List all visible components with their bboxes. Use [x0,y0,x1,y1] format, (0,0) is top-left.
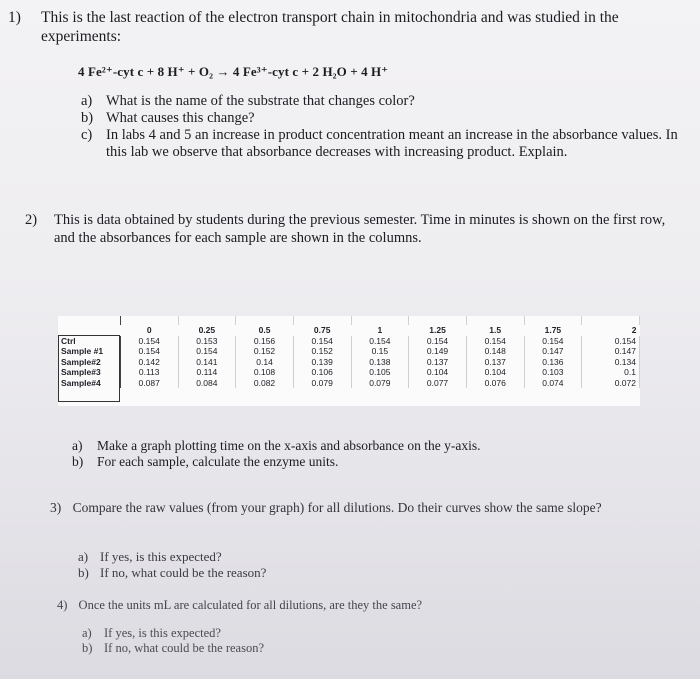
absorbance-cell: 0.103 [524,367,582,378]
row-label: Sample #1 [58,346,120,357]
absorbance-cell: 0.084 [178,378,236,389]
question-1 [8,8,668,46]
absorbance-cell: 0.108 [236,367,294,378]
absorbance-cell: 0.153 [178,336,236,347]
q2-sub-a-letter: a) [72,438,83,453]
time-header: 0 [146,325,152,336]
question-2 [25,211,685,247]
absorbance-cell: 0.137 [466,357,524,368]
absorbance-cell: 0.1 [582,367,640,378]
question-1-text: This is the last reaction of the electron transport chain in mitochondria and was studied in the experiments: [41,9,619,45]
absorbance-cell: 0.139 [293,357,351,368]
absorbance-cell: 0.154 [582,336,640,347]
q4-sub-a [82,626,582,641]
question-2-number: 2) [25,212,38,228]
time-header: 1.5 [489,325,502,336]
absorbance-cell: 0.156 [236,336,294,347]
absorbance-cell: 0.104 [409,367,467,378]
absorbance-cell: 0.148 [466,346,524,357]
question-1-number: 1) [8,9,21,26]
question-3-subquestions [78,549,578,581]
question-1-subquestions [81,93,681,161]
q3-sub-a-letter: a) [78,549,89,564]
time-header: 1.75 [544,325,562,336]
reaction-equation: 4 Fe²⁺-cyt c + 8 H⁺ + O₂ → 4 Fe³⁺-cyt c + 2 H₂O + 4 H⁺ [78,64,389,79]
absorbance-cell: 0.079 [293,378,351,389]
absorbance-cell: 0.154 [120,346,178,357]
absorbance-cell: 0.152 [236,346,294,357]
absorbance-cell: 0.154 [351,336,409,347]
q4-sub-b [82,641,582,656]
q1-sub-b-text: What causes this change? [106,110,255,126]
absorbance-cell: 0.147 [524,346,582,357]
absorbance-cell: 0.154 [524,336,582,347]
absorbance-data-table [58,316,640,388]
row-label: Sample#3 [58,367,120,378]
absorbance-cell: 0.152 [293,346,351,357]
table-row [58,346,640,357]
absorbance-cell: 0.082 [236,378,294,389]
q2-sub-b-letter: b) [72,454,84,469]
table-row [58,357,640,368]
question-2-subquestions [72,438,672,470]
q3-sub-b [78,565,578,581]
time-header: 0.25 [198,325,216,336]
absorbance-cell: 0.137 [409,357,467,368]
q1-sub-a-text: What is the name of the substrate that changes color? [106,93,415,109]
absorbance-cell: 0.076 [466,378,524,389]
question-4-subquestions [82,626,582,656]
absorbance-cell: 0.14 [236,357,294,368]
absorbance-cell: 0.141 [178,357,236,368]
question-4 [57,598,422,613]
table-row [58,367,640,378]
absorbance-cell: 0.074 [524,378,582,389]
absorbance-cell: 0.087 [120,378,178,389]
table-corner-cell [58,325,120,336]
absorbance-cell: 0.138 [351,357,409,368]
question-3-text: Compare the raw values (from your graph) for all dilutions. Do their curves show the same slope? [72,500,602,515]
time-header: 1.25 [429,325,446,336]
absorbance-cell: 0.147 [582,346,640,357]
absorbance-cell: 0.134 [582,357,640,368]
absorbance-cell: 0.114 [178,367,236,378]
time-header: 2 [631,325,637,336]
q1-sub-c-letter: c) [81,127,93,143]
absorbance-cell: 0.105 [351,367,409,378]
absorbance-cell: 0.077 [409,378,467,389]
q1-sub-b-letter: b) [81,110,94,126]
table-row [58,336,640,347]
absorbance-cell: 0.15 [351,346,409,357]
absorbance-cell: 0.079 [351,378,409,389]
q4-sub-b-letter: b) [82,641,93,655]
q3-sub-a-text: If yes, is this expected? [100,549,222,564]
row-label: Sample#2 [58,357,120,368]
question-3-number: 3) [50,500,62,515]
question-2-text: This is data obtained by students during the previous semester. Time in minutes is shown on the first row, and the absorbances for each sample are shown in the columns. [54,212,666,246]
q4-sub-a-text: If yes, is this expected? [104,626,221,640]
q3-sub-b-letter: b) [78,565,89,580]
absorbance-cell: 0.142 [120,357,178,368]
absorbance-cell: 0.154 [293,336,351,347]
q1-sub-c [81,127,681,161]
absorbance-cell: 0.136 [524,357,582,368]
absorbance-table [58,316,640,406]
absorbance-cell: 0.106 [293,367,351,378]
q2-sub-b-text: For each sample, calculate the enzyme units. [97,454,339,469]
q1-sub-b [81,110,681,127]
table-row [58,378,640,389]
absorbance-cell: 0.154 [120,336,178,347]
absorbance-cell: 0.154 [466,336,524,347]
table-blank-row [58,316,640,325]
question-4-number: 4) [57,598,68,612]
q1-sub-c-text: In labs 4 and 5 an increase in product concentration meant an increase in the absorbance values. In this lab we observe that absorbance decreases with increasing product. Explain. [106,127,678,160]
absorbance-cell: 0.149 [409,346,467,357]
absorbance-cell: 0.113 [120,367,178,378]
question-4-text: Once the units mL are calculated for all dilutions, are they the same? [78,598,423,612]
absorbance-cell: 0.104 [466,367,524,378]
q4-sub-a-letter: a) [82,626,92,640]
q2-sub-a-text: Make a graph plotting time on the x-axis and absorbance on the y-axis. [97,438,481,453]
time-header: 0.75 [313,325,331,336]
absorbance-cell: 0.154 [409,336,467,347]
q1-sub-a [81,93,681,110]
time-header-row [58,325,640,336]
q3-sub-b-text: If no, what could be the reason? [100,565,267,580]
row-label: Sample#4 [58,378,120,389]
absorbance-cell: 0.072 [582,378,640,389]
time-header: 0.5 [258,325,271,336]
q2-sub-a [72,438,672,454]
time-header: 1 [377,325,383,336]
row-label: Ctrl [58,336,120,347]
q1-sub-a-letter: a) [81,93,93,109]
q2-sub-b [72,454,672,470]
question-3 [50,500,602,516]
q4-sub-b-text: If no, what could be the reason? [104,641,265,655]
q3-sub-a [78,549,578,565]
absorbance-cell: 0.154 [178,346,236,357]
